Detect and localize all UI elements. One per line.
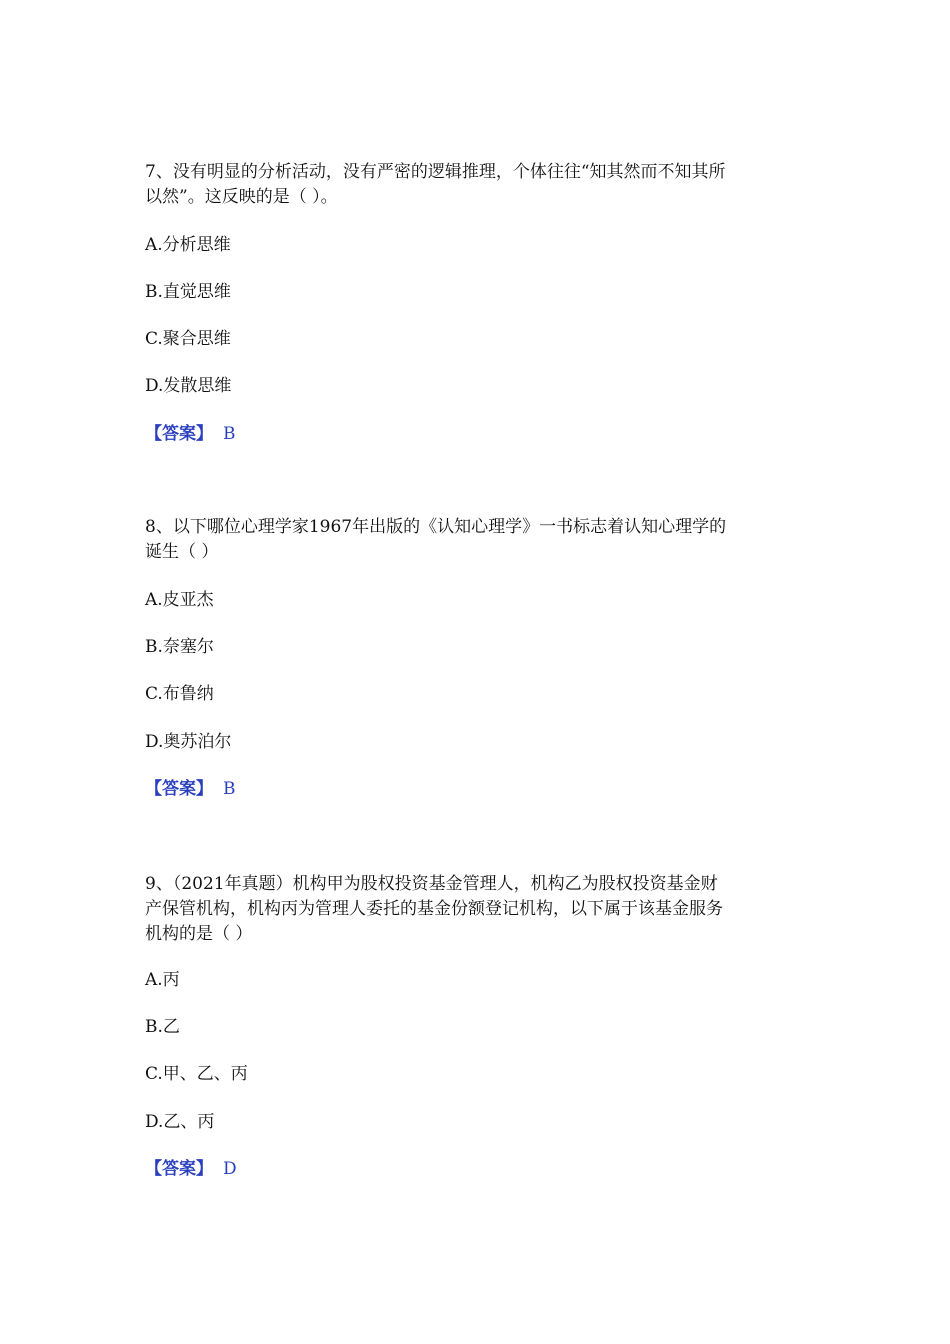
answer-line — [145, 422, 236, 446]
stem-line: 产保管机构，机构丙为管理人委托的基金份额登记机构，以下属于该基金服务 — [145, 899, 723, 919]
option-b: B.乙 — [145, 1017, 180, 1037]
question-stem — [145, 515, 815, 565]
question-9 — [145, 872, 815, 1192]
answer-value: B — [223, 779, 236, 799]
answer-value: B — [223, 424, 236, 444]
option-d: D.发散思维 — [145, 376, 232, 396]
question-stem — [145, 160, 815, 210]
question-8 — [145, 515, 815, 815]
answer-label: 【答案】 — [145, 1159, 213, 1179]
question-7 — [145, 160, 815, 460]
option-c: C.聚合思维 — [145, 329, 231, 349]
question-stem — [145, 872, 815, 947]
answer-label: 【答案】 — [145, 424, 213, 444]
option-b: B.奈塞尔 — [145, 637, 214, 657]
option-a: A.皮亚杰 — [145, 590, 214, 610]
option-a: A.丙 — [145, 970, 180, 990]
stem-line: 9、（2021年真题）机构甲为股权投资基金管理人，机构乙为股权投资基金财 — [145, 874, 718, 894]
stem-line: 以然”。这反映的是（ ）。 — [145, 187, 338, 207]
option-d: D.奥苏泊尔 — [145, 732, 232, 752]
option-d: D.乙、丙 — [145, 1112, 215, 1132]
answer-line — [145, 777, 236, 801]
stem-line: 机构的是（ ） — [145, 924, 253, 944]
option-c: C.甲、乙、丙 — [145, 1064, 248, 1084]
answer-label: 【答案】 — [145, 779, 213, 799]
stem-line: 8、以下哪位心理学家1967年出版的《认知心理学》一书标志着认知心理学的 — [145, 517, 727, 537]
option-b: B.直觉思维 — [145, 282, 231, 302]
option-c: C.布鲁纳 — [145, 684, 214, 704]
answer-line — [145, 1157, 237, 1181]
answer-value: D — [223, 1159, 237, 1179]
option-a: A.分析思维 — [145, 235, 231, 255]
stem-line: 诞生（ ） — [145, 542, 219, 562]
stem-line: 7、没有明显的分析活动，没有严密的逻辑推理，个体往往“知其然而不知其所 — [145, 162, 726, 182]
